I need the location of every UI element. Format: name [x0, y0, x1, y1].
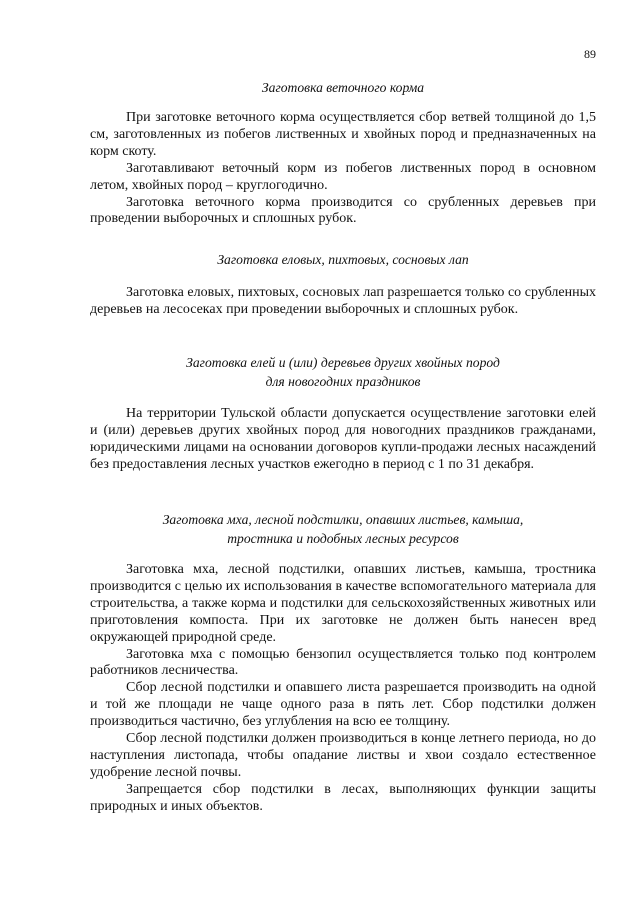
section-heading-branch-feed: Заготовка веточного корма	[261, 80, 425, 95]
paragraph: Заготавливают веточный корм из побегов лиственных пород в основном летом, хвойных пород – круглогодично.	[90, 160, 596, 193]
paragraph: Заготовка еловых, пихтовых, сосновых лап разрешается только со срубленных деревьев на лесосеках при проведении выборочных и сплошных рубок.	[90, 285, 596, 317]
paragraph: Заготовка веточного корма производится со срубленных деревьев при проведении выборочных и сплошных рубок.	[90, 194, 596, 227]
heading-line: Заготовка мха, лесной подстилки, опавших листьев, камыша,	[162, 512, 524, 527]
page-number: 89	[584, 47, 596, 61]
heading-line: Заготовка елей и (или) деревьев других хвойных пород	[186, 355, 500, 370]
paragraph: Сбор лесной подстилки и опавшего листа разрешается производить на одной и той же площади не чаще одного раза в пять лет. Сбор подстилки должен производиться частично, без углубления на всю ее толщину.	[90, 680, 596, 730]
paragraph: Заготовка мха с помощью бензопил осуществляется только под контролем работников лесничества.	[90, 646, 596, 679]
paragraph: Сбор лесной подстилки должен производиться в конце летнего периода, но до наступления листопада, чтобы опадание листвы и хвои создало естественное удобрение лесной почвы.	[90, 731, 596, 780]
paragraph: На территории Тульской области допускается осуществление заготовки елей и (или) деревьев других хвойных пород для новогодних праздников гражданами, юридическими лицами на основании договоров купли-продажи лесных насаждений без предоставления лесных участков ежегодно в период с 1 по 31 декабря.	[90, 406, 596, 472]
document-page	[90, 0, 596, 904]
section-body-new-year-trees	[90, 406, 596, 474]
section-heading-moss-litter	[90, 510, 596, 548]
paragraph: Заготовка мха, лесной подстилки, опавших листьев, камыша, тростника производится с целью их использования в качестве вспомогательного материала для строительства, а также корма и подстилки для сельскохозяйственных животных или приготовления компоста. При их заготовке не должен быть нанесен вред окружающей природной среде.	[90, 562, 596, 645]
heading-line: тростника и подобных лесных ресурсов	[227, 531, 459, 546]
section-heading-new-year-trees	[90, 353, 596, 391]
section-body-branch-feed	[90, 110, 596, 228]
section-body-moss-litter	[90, 562, 596, 816]
paragraph: Запрещается сбор подстилки в лесах, выполняющих функции защиты природных и иных объектов.	[90, 781, 596, 814]
paragraph: При заготовке веточного корма осуществляется сбор ветвей толщиной до 1,5 см, заготовленных из побегов лиственных и хвойных пород и предназначенных на корм скоту.	[90, 110, 596, 159]
section-body-conifer-branches	[90, 285, 596, 319]
section-heading-conifer-branches: Заготовка еловых, пихтовых, сосновых лап	[217, 252, 469, 267]
heading-line: для новогодних праздников	[265, 374, 421, 389]
